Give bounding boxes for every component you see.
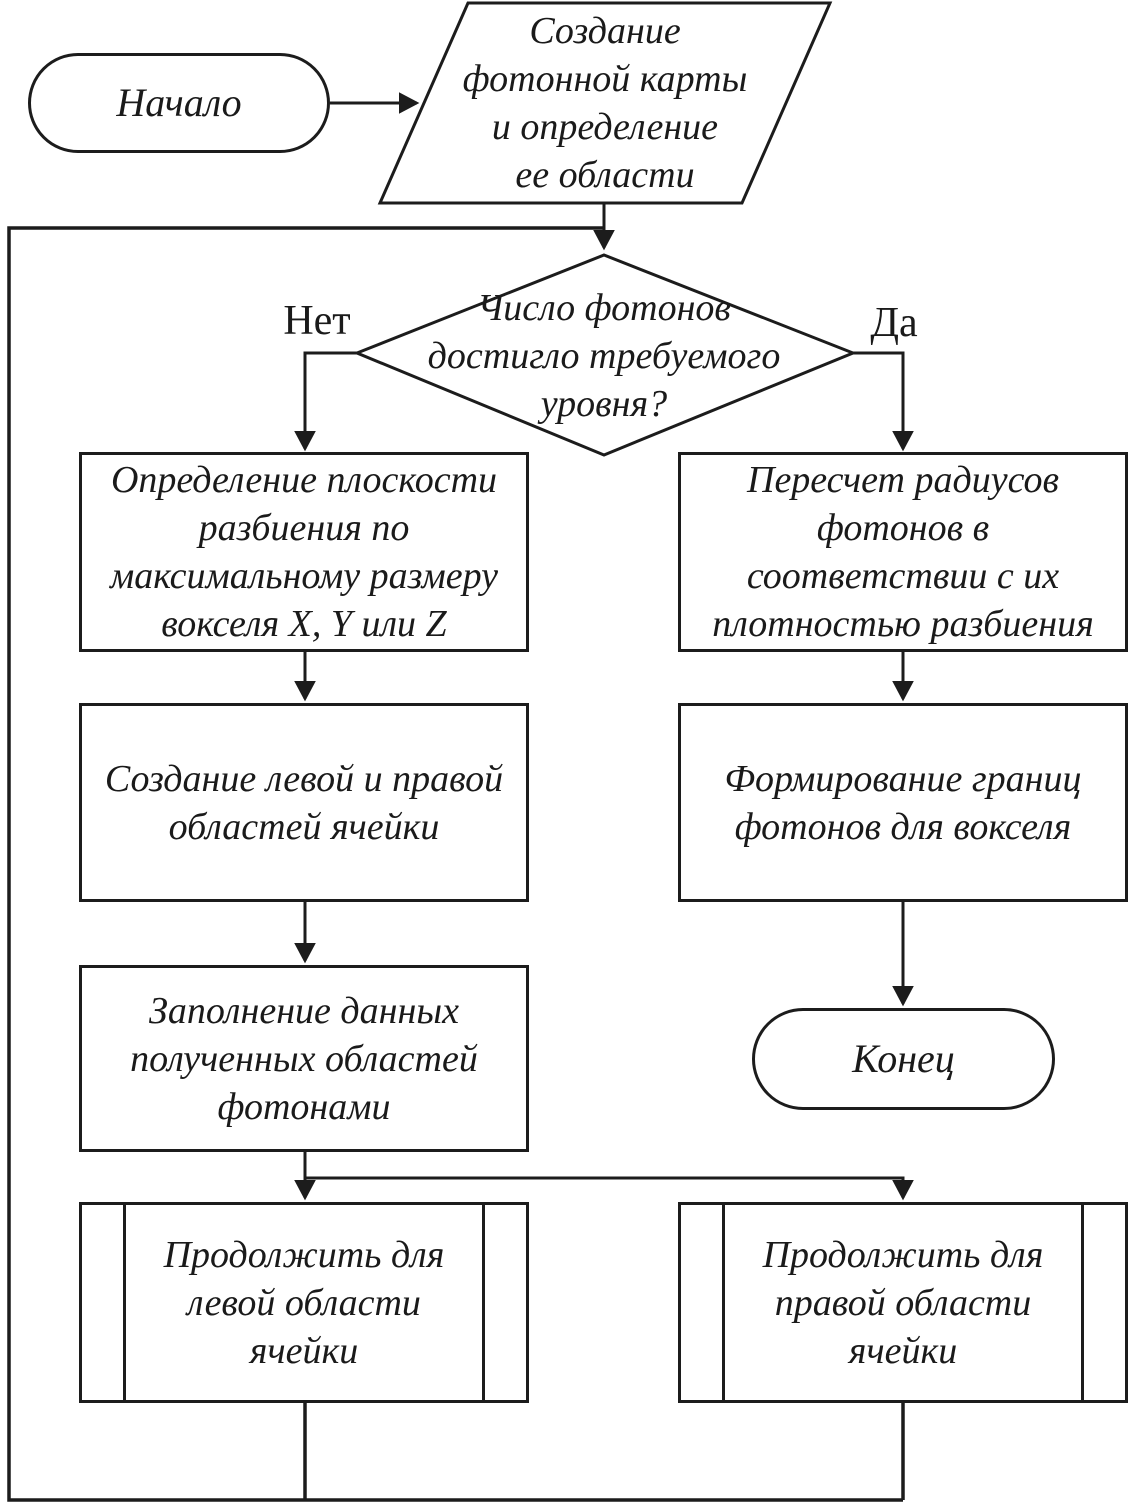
edge-label-no: Нет (283, 298, 351, 344)
label-line: фотонов для вокселя (734, 805, 1072, 848)
label-line: полученных областей (130, 1037, 478, 1080)
label-line: Пересчет радиусов (747, 459, 1059, 501)
label-line: вокселя X, Y или Z (161, 603, 447, 645)
label-line: соответствии с их (746, 555, 1060, 597)
process-create-regions (79, 703, 529, 902)
subroutine-bar-left (722, 1205, 725, 1400)
edge-label-yes: Да (870, 300, 918, 346)
subroutine-bar-left (123, 1205, 126, 1400)
label-line: Заполнение данных (149, 989, 459, 1032)
end-node (752, 1008, 1055, 1110)
label-line: достигло требуемого (427, 335, 781, 377)
label-line: Формирование границ (724, 757, 1082, 800)
node-label: Конец (852, 1036, 955, 1081)
label-line: Число фотонов (477, 287, 731, 329)
label-line: ячейки (848, 1329, 958, 1372)
label-line: ее области (515, 154, 695, 196)
process-split-plane (79, 452, 529, 652)
label-line: Создание (529, 10, 681, 52)
label-line: Определение плоскости (110, 459, 498, 501)
subroutine-continue-left (79, 1202, 529, 1403)
label-line: фотонов в (816, 507, 990, 549)
label-line: областей ячейки (168, 805, 440, 848)
label-line: и определение (491, 106, 719, 148)
start-node (28, 53, 330, 153)
label-line: уровня? (540, 383, 668, 425)
edge-decision-no (305, 353, 357, 449)
decision-node-text (404, 272, 804, 440)
edge-fill-to-continueright (305, 1178, 903, 1198)
process-fill-regions (79, 965, 529, 1152)
label-line: Продолжить для (163, 1233, 445, 1276)
edge-decision-yes (853, 353, 903, 449)
process-form-bounds (678, 703, 1128, 902)
label-line: максимальному размеру (110, 555, 498, 597)
label-line: фотонами (217, 1085, 391, 1128)
process-recalc-radii (678, 452, 1128, 652)
label-line: фотонной карты (462, 58, 748, 100)
subroutine-bar-right (482, 1205, 485, 1400)
label-line: ячейки (249, 1329, 359, 1372)
node-label: Начало (116, 80, 242, 125)
label-line: правой области (774, 1281, 1032, 1324)
label-line: разбиения по (198, 507, 410, 549)
label-line: Создание левой и правой (104, 757, 504, 800)
subroutine-bar-right (1081, 1205, 1084, 1400)
subroutine-continue-right (678, 1202, 1128, 1403)
label-line: левой области (187, 1281, 421, 1324)
label-line: плотностью разбиения (712, 603, 1094, 645)
io-node-text (425, 8, 785, 198)
label-line: Продолжить для (762, 1233, 1044, 1276)
